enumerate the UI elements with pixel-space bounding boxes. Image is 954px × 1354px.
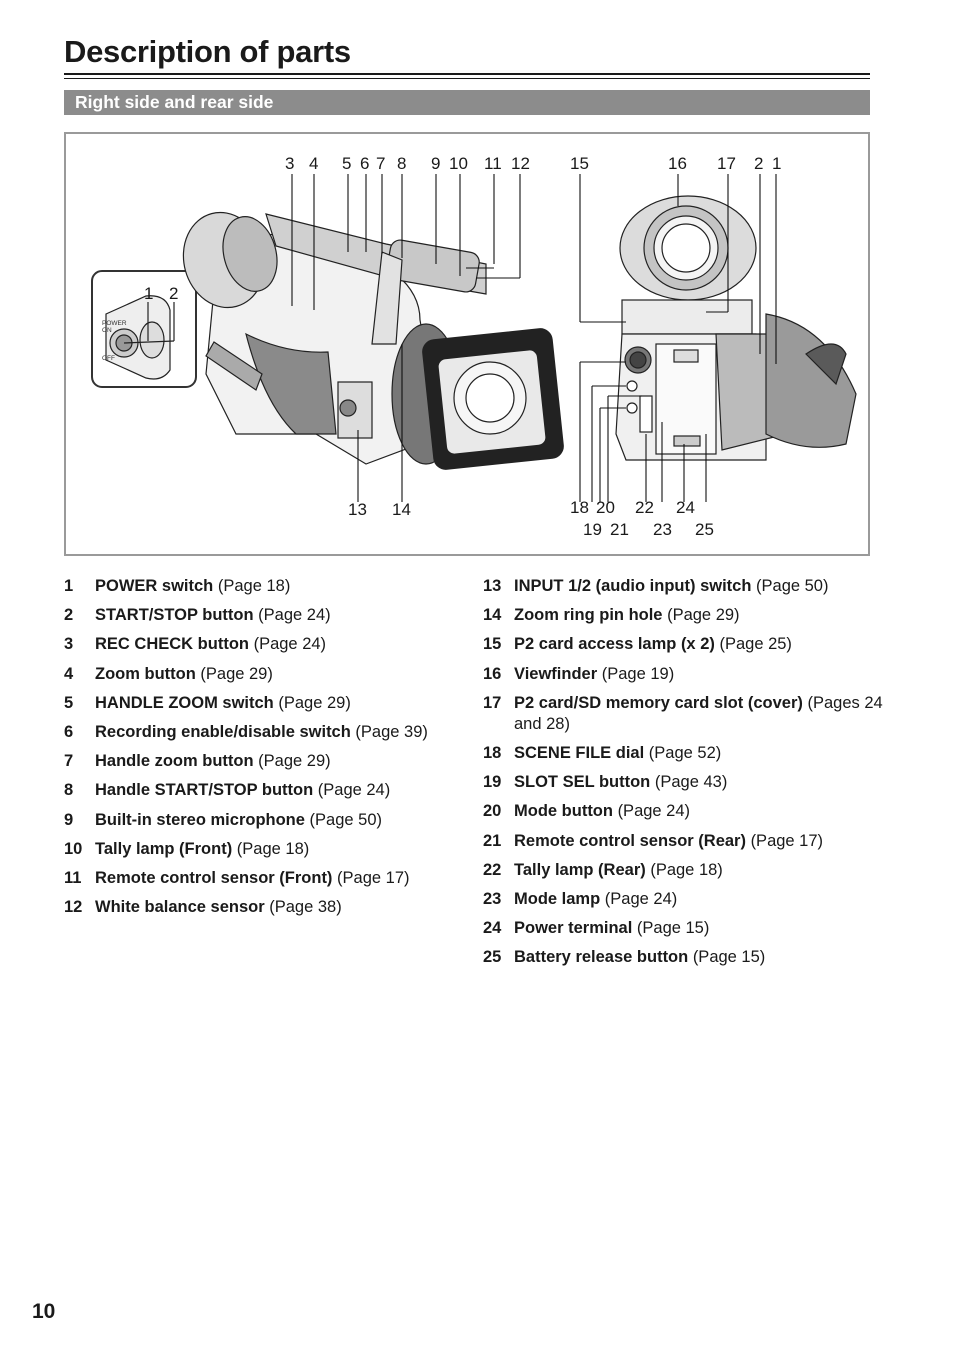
part-item (64, 810, 464, 831)
part-item (64, 722, 464, 743)
parts-list-left (64, 576, 464, 926)
part-number: 12 (64, 898, 83, 917)
part-name: Remote control sensor (Front) (95, 868, 333, 887)
callout-22: 22 (635, 498, 654, 517)
callout-3: 3 (285, 154, 295, 173)
callout-25: 25 (695, 520, 714, 539)
callout-20: 20 (596, 498, 615, 517)
callout-14: 14 (392, 500, 411, 519)
part-name: SCENE FILE dial (514, 743, 645, 762)
part-name: INPUT 1/2 (audio input) switch (514, 577, 752, 595)
part-number: 16 (483, 664, 502, 683)
callout-15: 15 (570, 154, 589, 173)
part-page-ref: (Page 29) (200, 664, 273, 683)
part-page-ref: (Page 24) (617, 802, 691, 821)
callout-1-inset: 1 (144, 284, 154, 303)
callout-23: 23 (653, 520, 672, 539)
part-page-ref: (Page 29) (258, 752, 331, 771)
callout-16: 16 (668, 154, 687, 173)
title-rule (64, 73, 870, 75)
callout-6: 6 (360, 154, 370, 173)
page-number: 10 (32, 1300, 56, 1323)
inset-off-label: OFF (102, 355, 115, 362)
part-item (64, 868, 464, 889)
part-name: Handle START/STOP button (95, 781, 314, 800)
part-name: Built-in stereo microphone (95, 810, 305, 829)
part-item (483, 889, 883, 910)
part-item (64, 634, 464, 655)
part-name: REC CHECK button (95, 635, 249, 654)
part-item (64, 605, 464, 626)
part-number: 21 (483, 831, 502, 850)
callout-13: 13 (348, 500, 367, 519)
part-page-ref: (Page 15) (692, 948, 766, 967)
part-name: HANDLE ZOOM switch (95, 693, 274, 712)
part-name: Zoom button (95, 664, 196, 683)
part-page-ref: (Page 18) (217, 577, 291, 595)
part-number: 22 (483, 860, 502, 879)
parts-list-right (483, 576, 883, 976)
callout-21: 21 (610, 520, 629, 539)
part-number: 6 (64, 722, 74, 741)
part-name: POWER switch (95, 577, 214, 595)
callout-2-inset: 2 (169, 284, 179, 303)
part-item (483, 576, 883, 597)
callout-10: 10 (449, 154, 468, 173)
part-name: SLOT SEL button (514, 773, 651, 792)
part-name: P2 card/SD memory card slot (cover) (514, 693, 803, 712)
part-number: 1 (64, 577, 74, 595)
part-item (64, 751, 464, 772)
part-name: Battery release button (514, 948, 689, 967)
part-item (483, 918, 883, 939)
callout-9: 9 (431, 154, 441, 173)
callout-19: 19 (583, 520, 602, 539)
part-number: 24 (483, 919, 502, 938)
part-number: 18 (483, 743, 502, 762)
part-item (483, 831, 883, 852)
part-name: White balance sensor (95, 898, 265, 917)
part-page-ref: (Page 29) (667, 606, 740, 625)
page-title: Description of parts (64, 34, 351, 69)
part-number: 9 (64, 810, 74, 829)
part-page-ref: (Page 50) (309, 810, 382, 829)
part-number: 19 (483, 773, 502, 792)
callout-17: 17 (717, 154, 736, 173)
part-name: Power terminal (514, 919, 633, 938)
camera-diagram (64, 132, 870, 556)
part-item (64, 664, 464, 685)
part-page-ref: (Page 18) (236, 839, 310, 858)
callout-11: 11 (484, 154, 502, 173)
part-page-ref: (Page 50) (756, 577, 829, 595)
part-item (483, 743, 883, 764)
part-item (483, 772, 883, 793)
part-number: 5 (64, 693, 74, 712)
part-number: 20 (483, 802, 502, 821)
part-number: 3 (64, 635, 74, 654)
part-page-ref: (Page 17) (750, 831, 824, 850)
callout-1-rear: 1 (772, 154, 782, 173)
part-item (483, 947, 883, 968)
part-page-ref: (Page 18) (650, 860, 723, 879)
part-item (483, 634, 883, 655)
callout-18: 18 (570, 498, 589, 517)
part-item (483, 801, 883, 822)
part-item (483, 664, 883, 685)
part-page-ref: (Page 24) (604, 889, 678, 908)
part-item (64, 839, 464, 860)
part-number: 17 (483, 693, 502, 712)
part-number: 14 (483, 606, 502, 625)
part-page-ref: (Page 43) (654, 773, 728, 792)
callout-2-rear: 2 (754, 154, 764, 173)
part-name: Mode lamp (514, 889, 601, 908)
inset-power-label: POWER (102, 320, 127, 327)
part-page-ref: (Page 39) (355, 722, 428, 741)
callout-12: 12 (511, 154, 530, 173)
part-number: 8 (64, 781, 74, 800)
part-item (483, 605, 883, 626)
part-item (483, 693, 883, 735)
part-number: 13 (483, 577, 502, 595)
part-page-ref: (Page 17) (337, 868, 410, 887)
part-name: Zoom ring pin hole (514, 606, 663, 625)
part-number: 23 (483, 889, 502, 908)
part-number: 15 (483, 635, 502, 654)
part-name: Tally lamp (Front) (95, 839, 233, 858)
callout-8: 8 (397, 154, 407, 173)
part-page-ref: (Page 52) (648, 743, 722, 762)
part-name: Remote control sensor (Rear) (514, 831, 746, 850)
part-number: 10 (64, 839, 83, 858)
part-page-ref: (Page 29) (278, 693, 351, 712)
part-page-ref: (Page 15) (636, 919, 710, 938)
part-page-ref: (Page 24) (317, 781, 391, 800)
part-item (64, 780, 464, 801)
part-item (64, 897, 464, 918)
part-number: 11 (64, 868, 82, 887)
part-name: Tally lamp (Rear) (514, 860, 646, 879)
camera-illustration (66, 134, 868, 554)
part-item (64, 693, 464, 714)
part-name: Viewfinder (514, 664, 598, 683)
callout-7: 7 (376, 154, 386, 173)
callout-24: 24 (676, 498, 695, 517)
part-page-ref: (Pages 24 and 28) (514, 693, 883, 733)
callout-4: 4 (309, 154, 319, 173)
part-page-ref: (Page 19) (601, 664, 675, 683)
section-heading: Right side and rear side (64, 90, 870, 115)
title-rule-thin (64, 78, 870, 79)
inset-on-label: ON (102, 327, 112, 334)
part-item (483, 860, 883, 881)
part-name: Handle zoom button (95, 752, 254, 771)
part-number: 4 (64, 664, 74, 683)
part-page-ref: (Page 24) (253, 635, 327, 654)
part-name: Mode button (514, 802, 613, 821)
part-number: 25 (483, 948, 502, 967)
part-number: 7 (64, 752, 74, 771)
part-number: 2 (64, 606, 74, 625)
part-name: P2 card access lamp (x 2) (514, 635, 715, 654)
callout-5: 5 (342, 154, 352, 173)
part-item (64, 576, 464, 597)
part-page-ref: (Page 24) (258, 606, 331, 625)
part-name: START/STOP button (95, 606, 254, 625)
part-page-ref: (Page 25) (719, 635, 792, 654)
part-name: Recording enable/disable switch (95, 722, 351, 741)
part-page-ref: (Page 38) (269, 898, 342, 917)
